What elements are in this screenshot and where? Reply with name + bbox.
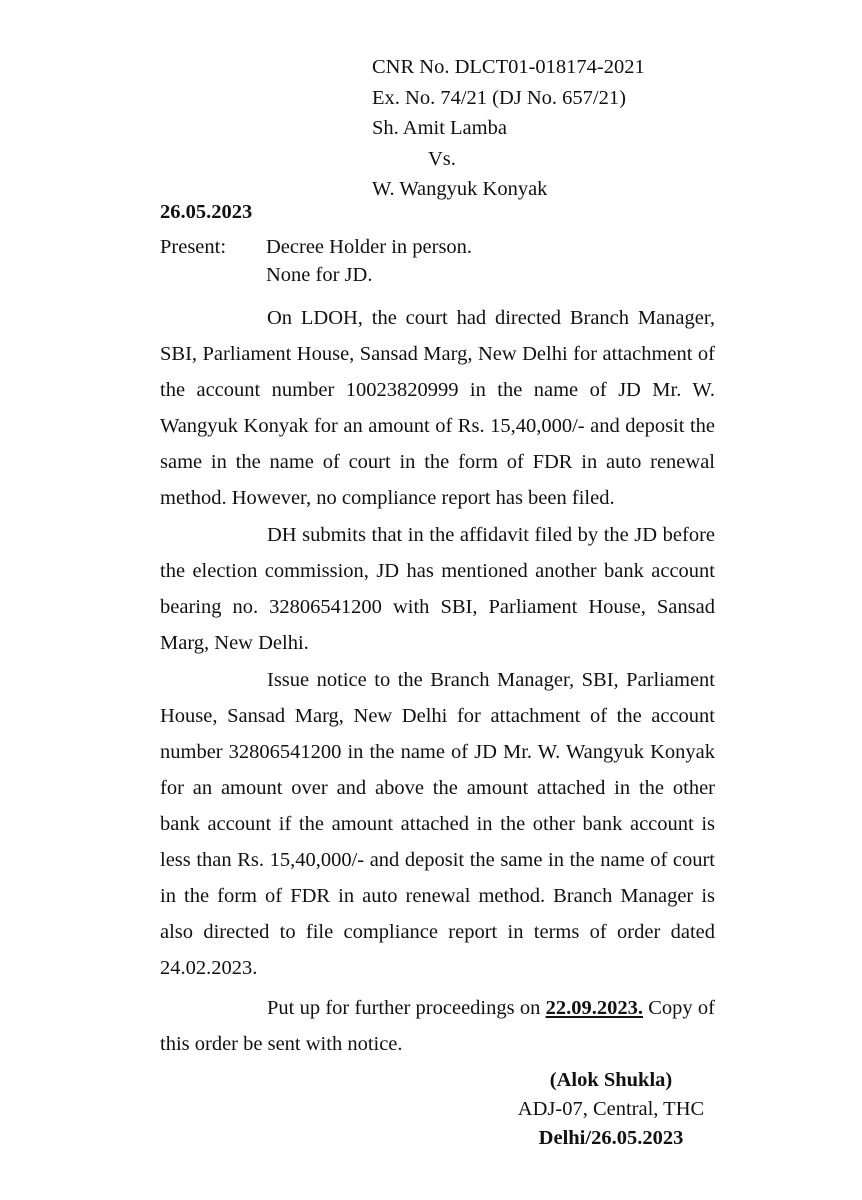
cnr-number: CNR No. DLCT01-018174-2021 [372, 56, 645, 78]
copy-order-text: Copy of this order be sent with notice. [160, 997, 715, 1055]
present-label: Present: [160, 236, 227, 258]
next-hearing-date: 22.09.2023. [545, 997, 643, 1019]
judgment-debtor-name: W. Wangyuk Konyak [372, 178, 548, 200]
present-parties [266, 233, 472, 289]
decree-holder-name: Sh. Amit Lamba [372, 117, 507, 139]
case-header [372, 52, 645, 205]
versus-label: Vs. [428, 147, 456, 170]
paragraph-ldoh-direction: On LDOH, the court had directed Branch Manager, SBI, Parliament House, Sansad Marg, New Delhi for attachment of the account number 10023820999 in the name of JD Mr. W. Wangyuk Konyak for an amount of Rs. 15,40,000/- and deposit the same in the name of court in the form of FDR in auto renewal method. However, no compliance report has been filed. [160, 307, 715, 509]
paragraph-issue-notice: Issue notice to the Branch Manager, SBI, Parliament House, Sansad Marg, New Delhi for attachment of the account number 32806541200 in the name of JD Mr. W. Wangyuk Konyak for an amount over and above the amount attached in the other bank account if the amount attached in the other bank account is less than Rs. 15,40,000/- and deposit the same in the name of court in the form of FDR in auto renewal method. Branch Manager is also directed to file compliance report in terms of order dated 24.02.2023. [160, 669, 715, 979]
signature-block [496, 1066, 726, 1153]
place-and-date: Delhi/26.05.2023 [538, 1127, 684, 1149]
judge-designation: ADJ-07, Central, THC [517, 1098, 705, 1120]
paragraph-next-date [160, 990, 715, 1062]
next-date-text: Put up for further proceedings on [267, 997, 546, 1019]
present-line-dh: Decree Holder in person. [266, 236, 473, 258]
present-line-jd: None for JD. [266, 264, 373, 286]
paragraph-dh-submission: DH submits that in the affidavit filed by the JD before the election commission, JD has mentioned another bank account bearing no. 32806541200 with SBI, Parliament House, Sansad Marg, New Delhi. [160, 524, 715, 654]
order-date: 26.05.2023 [160, 201, 253, 223]
judge-name: (Alok Shukla) [549, 1069, 673, 1091]
execution-number: Ex. No. 74/21 (DJ No. 657/21) [372, 86, 626, 109]
